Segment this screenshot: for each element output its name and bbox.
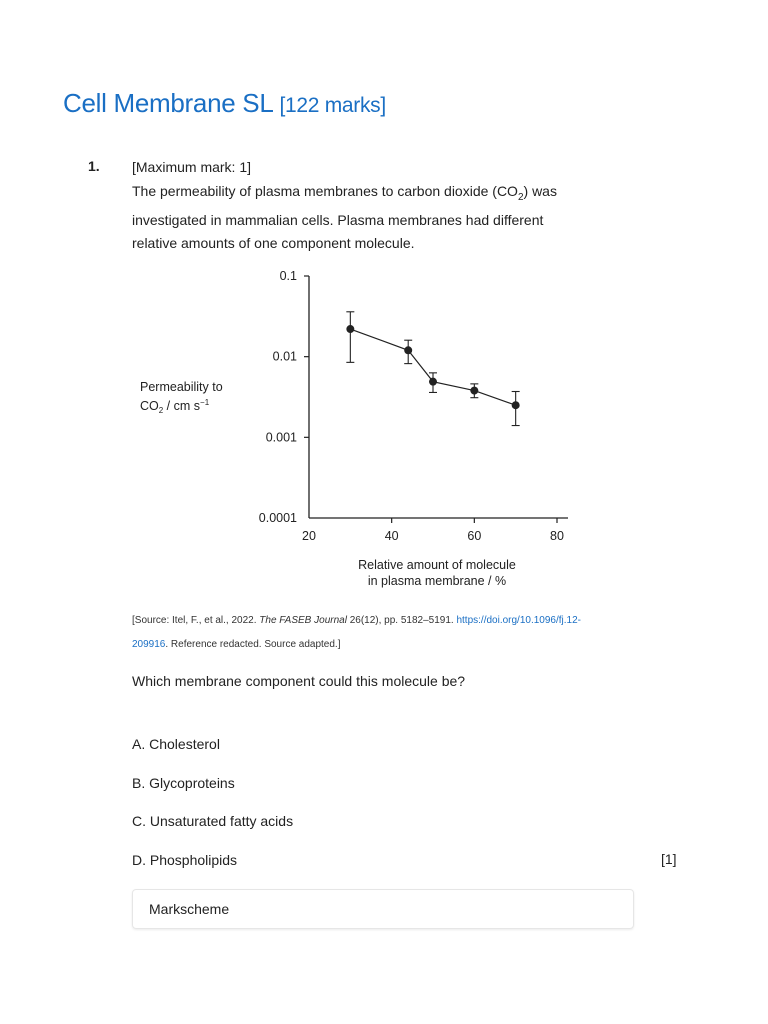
x-axis-label-line1: Relative amount of molecule: [358, 558, 516, 572]
y-ticks: [259, 269, 309, 525]
y-axis-label-line1: Permeability to: [140, 380, 223, 394]
y-tick-label: 0.1: [279, 269, 297, 283]
data-point: [404, 346, 412, 354]
question-prompt: Which membrane component could this molecule be?: [132, 673, 466, 689]
source-details: 26(12), pp. 5182–5191.: [346, 615, 457, 626]
y-tick-label: 0.0001: [258, 511, 297, 525]
ylabel-sub: 2: [158, 406, 164, 415]
option-d: D. Phospholipids: [132, 852, 238, 868]
permeability-chart: [132, 262, 592, 597]
option-c: C. Unsaturated fatty acids: [132, 813, 294, 829]
question-stem: [132, 180, 592, 256]
x-tick-label: 40: [384, 529, 399, 543]
option-a: A. Cholesterol: [132, 736, 220, 752]
ylabel-sup: −1: [200, 398, 210, 407]
page-title-text: Cell Membrane SL: [63, 88, 273, 118]
series: [346, 312, 519, 426]
x-tick-label: 60: [467, 529, 482, 543]
x-axis-label-line2: in plasma membrane / %: [367, 574, 507, 588]
x-tick-label: 80: [550, 529, 564, 543]
question-number: 1.: [88, 158, 100, 174]
markscheme-toggle[interactable]: [132, 889, 634, 929]
series-line: [350, 329, 515, 405]
data-point: [470, 387, 478, 395]
question-mark: [1]: [661, 851, 677, 867]
ylabel-co: CO: [140, 399, 159, 413]
page-title: [63, 88, 386, 119]
total-marks: [122 marks]: [279, 94, 386, 117]
stem-subscript: 2: [517, 191, 524, 203]
stem-part-2: ) was investigated in mammalian cells. Plasma membranes had different relative amounts of one component molecule.: [132, 182, 557, 252]
source-citation: [132, 609, 582, 657]
y-tick-label: 0.001: [265, 430, 297, 445]
stem-part-1: The permeability of plasma membranes to carbon dioxide (CO: [132, 182, 518, 199]
data-point: [429, 378, 437, 386]
source-suffix: . Reference redacted. Source adapted.]: [165, 639, 341, 650]
source-doi-link[interactable]: https://doi.org/10.1096/fj.12-209916: [132, 615, 581, 650]
markscheme-label: Markscheme: [149, 901, 230, 917]
option-b: B. Glycoproteins: [132, 775, 235, 791]
data-point: [346, 325, 354, 333]
ylabel-unit: / cm s: [163, 399, 201, 413]
y-axis-label-line2: [140, 398, 210, 415]
data-point: [512, 401, 520, 409]
chart-svg: [132, 262, 592, 597]
y-tick-label: 0.01: [272, 349, 297, 364]
x-ticks: [302, 518, 564, 543]
source-prefix: [Source: Itel, F., et al., 2022.: [132, 615, 260, 626]
max-mark: [Maximum mark: 1]: [132, 159, 252, 175]
question-text: [132, 156, 592, 256]
x-tick-label: 20: [302, 529, 316, 543]
source-journal: The FASEB Journal: [259, 615, 347, 626]
